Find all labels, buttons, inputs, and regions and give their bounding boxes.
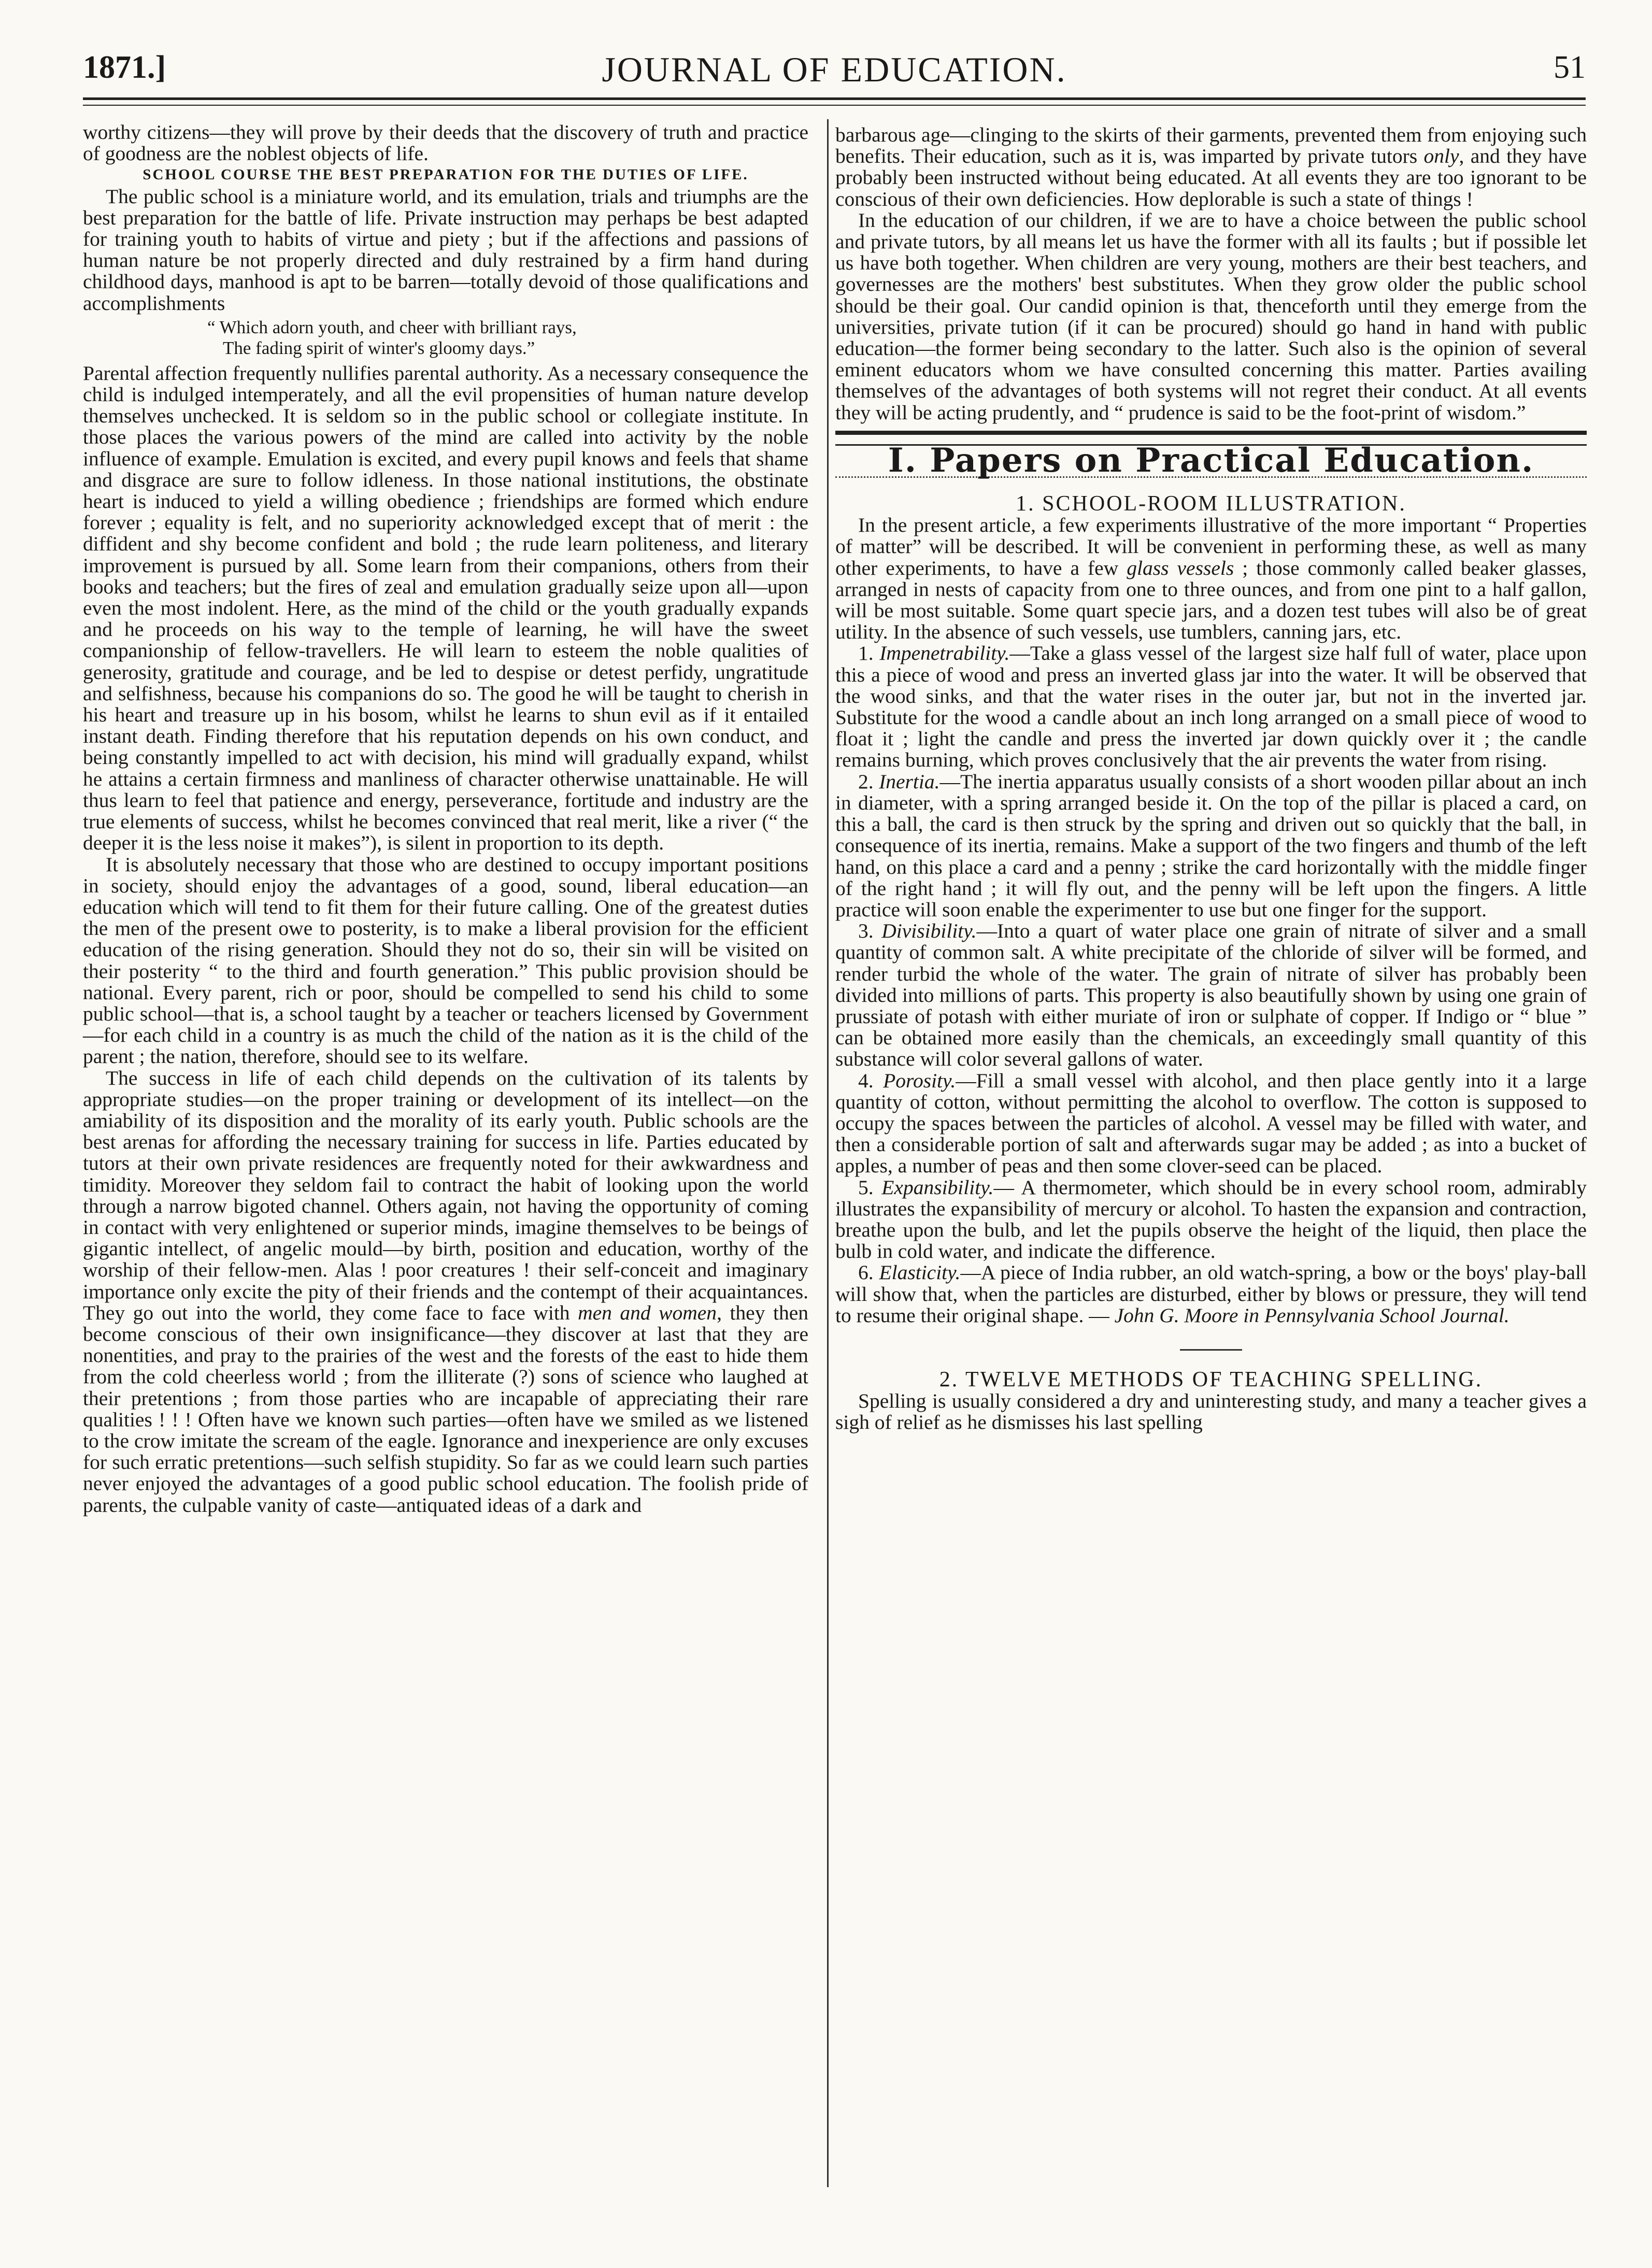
experiment-item	[835, 920, 1587, 1070]
verse-line: The fading spirit of winter's gloomy days.”	[223, 337, 535, 358]
text-run: In the present article, a few experiments illustrative of the more important “ Properties of matter” will be described. It will be convenient in performing these, as well as many other experiments, to have a few	[835, 514, 1587, 579]
column-divider	[827, 119, 829, 2187]
verse-quote	[207, 317, 808, 359]
paragraph	[83, 1068, 808, 1516]
paragraph	[835, 124, 1587, 210]
paragraph: Spelling is usually considered a dry and uninteresting study, and many a teacher gives a sigh of relief as he dismisses his last spelling	[835, 1390, 1587, 1434]
paragraph: worthy citizens—they will prove by their deeds that the discovery of truth and practice of goodness are the noblest objects of life.	[83, 121, 808, 165]
source-citation: John G. Moore in Pennsylvania School Journal.	[1114, 1303, 1509, 1327]
experiment-item	[835, 643, 1587, 771]
page-header	[83, 49, 1586, 98]
item-text: — A thermometer, which should be in every school room, admirably illustrates the expansibility of mercury or alcohol. To hasten the expansion and contraction, breathe upon the bulb, and let the pupils observe the height of the liquid, then place the bulb in cold water, and indicate the difference.	[835, 1175, 1587, 1263]
item-text: —Into a quart of water place one grain of nitrate of silver and a small quantity of common salt. A white precipitate of the chloride of silver will be formed, and render turbid the whole of the water. The grain of nitrate of silver has probably been divided into millions of parts. This property is also beautifully shown by using one grain of prussiate of potash with either muriate of iron or sulphate of copper. If Indigo or “ blue ” can be obtained more easily than the chemicals, an exceedingly small quantity of this substance will color several gallons of water.	[835, 919, 1587, 1071]
text-run: ; those commonly called beaker glasses, arranged in nests of capacity from one to three ounces, and from one pint to a half gallon, will be most suitable. Some quart specie jars, and a dozen test tubes will also be of great utility. In the absence of such vessels, use tumblers, canning jars, etc.	[835, 556, 1587, 644]
item-term: Porosity.	[883, 1069, 956, 1092]
item-number: 6.	[858, 1261, 879, 1284]
paragraph	[835, 515, 1587, 643]
text-run: barbarous age—clinging to the skirts of their garments, prevented them from enjoying such benefits. Their education, such as it is, was imparted by private tutors	[835, 123, 1587, 168]
item-number: 5.	[858, 1175, 882, 1199]
paragraph: Parental affection frequently nullifies parental authority. As a necessary consequence the child is indulged intemperately, and all the evil propensities of human nature develop themselves unchecked. It is seldom so in the public school or collegiate institute. In those places the various powers of the mind are called into activity by the noble influence of example. Emulation is excited, and every pupil knows and feels that shame and disgrace are sure to follow idleness. In those national institutions, the obstinate heart is induced to yield a willing obedience ; friendships are formed which endure forever ; equality is felt, and no superiority acknowledged except that of merit : the diffident and shy become confident and bold ; the rude learn politeness, and literary improvement is pursued by all. Some learn from their companions, others from their books and teachers; but the fires of zeal and emulation gradually seize upon all—upon even the most indolent. Here, as the mind of the child or the youth gradually expands and he proceeds on his way to the temple of learning, he will have the sweet companionship of fellow-travellers. He will learn to esteem the noble qualities of generosity, gratitude and courage, and be led to despise or detest perfidy, ungratitude and selfishness, because his companions do so. The good he will be taught to cherish in his heart and treasure up in his bosom, whilst he learns to shun evil as if it entailed instant death. Finding therefore that his reputation depends on his own conduct, and being constantly impelled to act with decision, his mind will gradually expand, whilst he attains a certain firmness and manliness of character otherwise unattainable. He will thus learn to feel that patience and energy, perseverance, fortitude and industry are the true elements of success, whilst he becomes convinced that real merit, like a river (“ the deeper it is the less noise it makes”), is silent in proportion to its depth.	[83, 361, 808, 855]
item-text: —A piece of India rubber, an old watch-spring, a bow or the boys' play-ball will show that, when the particles are disturbed, either by blows or pressure, they will tend to resume their original shape. —	[835, 1261, 1587, 1327]
text-run: , they then become conscious of their own insignificance—they discover at last that they are nonentities, and pray to the prairies of the west and the forests of the east to hide them from the cold cheerless world ; from the illiterate (?) sons of science who laughed at their pretentions ; from those parties who are incapable of appreciating their rare qualities ! ! ! Often have we known such parties—often have we smiled as we listened to the crow imitate the scream of the eagle. Ignorance and inexperience are only excuses for such erratic pretentions—such selfish stupidity. So far as we could learn such parties never enjoyed the advantages of a good public school education. The foolish pride of parents, the culpable vanity of caste—antiquated ideas of a dark and	[83, 1301, 808, 1516]
paragraph: In the education of our children, if we are to have a choice between the public school and private tutors, by all means let us have the former with all its faults ; but if possible let us have both together. When children are very young, mothers are their best teachers, and governesses are the mothers' best substitutes. When they grow older the public school should be their goal. Our candid opinion is that, thenceforth until they emerge from the universities, private tution (if it can be procured) should go hand in hand with public education—the former being secondary to the latter. Such also is the opinion of several eminent educators whom we have consulted concerning this matter. Parties availing themselves of the advantages of both systems will not regret their conduct. At all events they will be acting prudently, and “ prudence is said to be the foot-print of wisdom.”	[835, 208, 1587, 424]
item-number: 2.	[858, 770, 879, 793]
item-number: 3.	[858, 919, 882, 943]
item-term: Impenetrability.	[879, 642, 1010, 665]
item-term: Divisibility.	[881, 919, 977, 943]
article-title: 1. SCHOOL-ROOM ILLUSTRATION.	[1016, 492, 1406, 516]
section-heading: I. Papers on Practical Education.	[888, 441, 1534, 480]
emphasis: glass vessels	[1127, 556, 1234, 579]
text-run: , and they have probably been instructed without being educated. At all events they are too ignorant to be conscious of their own deficiencies. How deplorable is such a state of things !	[835, 145, 1587, 210]
item-number: 4.	[858, 1069, 884, 1092]
journal-title: JOURNAL OF EDUCATION.	[602, 50, 1067, 89]
subheading: SCHOOL COURSE THE BEST PREPARATION FOR THE DUTIES OF LIFE.	[143, 166, 749, 183]
item-term: Elasticity.	[879, 1261, 961, 1284]
experiment-item	[835, 1070, 1587, 1177]
item-term: Expansibility.	[881, 1175, 994, 1199]
paragraph: It is absolutely necessary that those who are destined to occupy important positions in society, should enjoy the advantages of a good, sound, liberal education—an education which will tend to fit them for their future calling. One of the greatest duties the men of the present owe to posterity, is to make a liberal provision for the efficient education of the rising generation. Should they not do so, their sin will be visited on their posterity “ to the third and fourth generation.” This public provision should be national. Every parent, rich or poor, should be compelled to send his child to some public school—that is, a school taught by a teacher or teachers licensed by Government—for each child in a country is as much the child of the nation as it is the child of the parent ; the nation, therefore, should see to its welfare.	[83, 853, 808, 1068]
item-text: —The inertia apparatus usually consists of a short wooden pillar about an inch in diameter, with a spring arranged beside it. On the top of the pillar is placed a card, on this a ball, the card is then struck by the spring and driven out so quickly that the ball, in consequence of its inertia, remains. Make a support of the two fingers and thumb of the left hand, on this place a card and a penny ; strike the card horizontally with the middle finger of the right hand ; it will fly out, and the penny will be left upon the fingers. A little practice will soon enable the experimenter to use but one finger for the support.	[835, 770, 1587, 921]
item-text: —Take a glass vessel of the largest size half full of water, place upon this a piece of wood and press an inverted glass jar into the water. It will be observed that the wood sinks, and that the water rises in the outer jar, but not in the inverted jar. Substitute for the wood a candle about an inch long arranged on a small piece of wood to float it ; light the candle and press the inverted jar down quickly over it ; the candle remains burning, which proves conclusively that the air prevents the water from rising.	[835, 642, 1587, 772]
emphasis: only	[1423, 145, 1459, 168]
verse-line: “ Which adorn youth, and cheer with brilliant rays,	[207, 317, 577, 337]
header-rule-thin	[83, 105, 1586, 106]
experiment-item	[835, 1177, 1587, 1263]
emphasis: men and women	[578, 1301, 717, 1324]
left-column	[83, 122, 808, 1516]
experiment-item	[835, 1262, 1587, 1326]
item-text: —Fill a small vessel with alcohol, and then place gently into it a large quantity of cotton, without permitting the alcohol to overflow. The cotton is supposed to occupy the spaces between the particles of alcohol. A vessel may be filled with water, and then a considerable portion of salt and afterwards sugar may be added ; as into a bucket of apples, a number of peas and then some clover-seed can be placed.	[835, 1069, 1587, 1178]
item-term: Inertia.	[879, 770, 940, 793]
page-number: 51	[1554, 50, 1586, 85]
item-number: 1.	[858, 642, 880, 665]
paragraph: The public school is a miniature world, and its emulation, trials and triumphs are the best preparation for the battle of life. Private instruction may perhaps be best adapted for training youth to habits of virtue and piety ; but if the affections and passions of human nature be not properly directed and duly restrained by a firm hand during childhood days, manhood is apt to be barren—totally devoid of those qualifications and accomplishments	[83, 185, 808, 315]
article-divider	[1180, 1349, 1242, 1351]
right-column	[835, 124, 1587, 1434]
experiment-item	[835, 771, 1587, 920]
header-year: 1871.]	[83, 50, 166, 85]
header-rule-thick	[83, 97, 1586, 100]
article-title: 2. TWELVE METHODS OF TEACHING SPELLING.	[939, 1367, 1483, 1392]
text-run: The success in life of each child depends on the cultivation of its talents by appropriate studies—on the proper training or development of its intellect—on the amiability of its disposition and the morality of its early youth. Public schools are the best arenas for affording the necessary training for success in life. Parties educated by tutors at their own private residences are frequently noted for their awkwardness and timidity. Moreover they seldom fail to contract the habit of looking upon the world through a narrow bigoted channel. Others again, not having the opportunity of coming in contact with very enlightened or superior minds, imagine themselves to be beings of gigantic intellect, of angelic mould—by birth, position and education, worthy of the worship of their fellow-men. Alas ! poor creatures ! their self-conceit and imaginary importance only excite the pity of their friends and the contempt of their acquaintances. They go out into the world, they come face to face with	[83, 1066, 808, 1324]
